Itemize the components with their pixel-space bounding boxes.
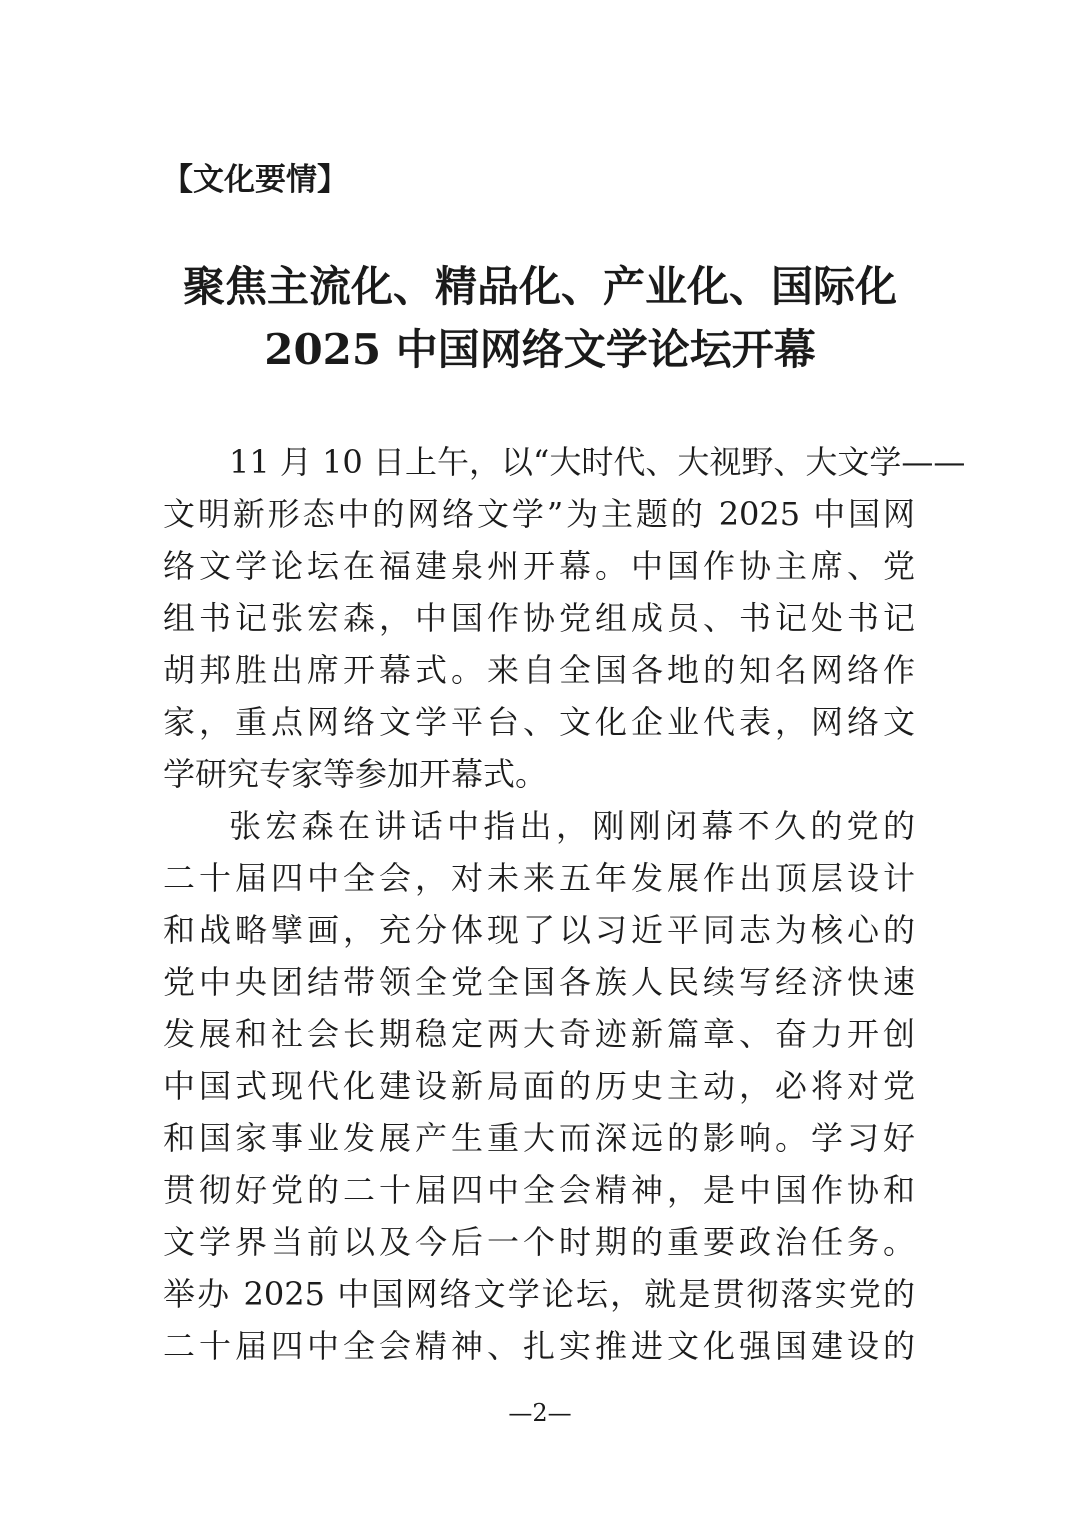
headline-line-1: 聚焦主流化、精品化、产业化、国际化 [182,262,897,311]
body-line-14: 和国家事业发展产生重大而深远的影响。学习好 [163,1119,915,1157]
body-line-15: 贯彻好党的二十届四中全会精神，是中国作协和 [163,1171,915,1209]
body-line-2: 文明新形态中的网络文学”为主题的 2025 中国网 [163,495,915,533]
body-line-10: 和战略擘画，充分体现了以习近平同志为核心的 [163,911,915,949]
body-line-16: 文学界当前以及今后一个时期的重要政治任务。 [163,1223,915,1261]
headline-line-2: 2025 中国网络文学论坛开幕 [264,325,816,374]
body-line-17: 举办 2025 中国网络文学论坛，就是贯彻落实党的 [163,1275,915,1313]
body-line-5: 胡邦胜出席开幕式。来自全国各地的知名网络作 [163,651,915,689]
body-line-12: 发展和社会长期稳定两大奇迹新篇章、奋力开创 [163,1015,915,1053]
body-line-8: 张宏森在讲话中指出，刚刚闭幕不久的党的 [229,807,915,845]
body-line-4: 组书记张宏森，中国作协党组成员、书记处书记 [163,599,915,637]
body-line-11: 党中央团结带领全党全国各族人民续写经济快速 [163,963,915,1001]
body-line-7: 学研究专家等参加开幕式。 [163,755,548,793]
body-line-13: 中国式现代化建设新局面的历史主动，必将对党 [163,1067,915,1105]
body-line-3: 络文学论坛在福建泉州开幕。中国作协主席、党 [163,547,915,585]
body-line-1: 11 月 10 日上午，以“大时代、大视野、大文学—— [229,443,966,481]
section-tag: 【文化要情】 [162,162,348,198]
body-line-9: 二十届四中全会，对未来五年发展作出顶层设计 [163,859,915,897]
page-number: —2— [508,1399,572,1427]
body-line-18: 二十届四中全会精神、扎实推进文化强国建设的 [163,1327,915,1365]
body-line-6: 家，重点网络文学平台、文化企业代表，网络文 [163,703,915,741]
